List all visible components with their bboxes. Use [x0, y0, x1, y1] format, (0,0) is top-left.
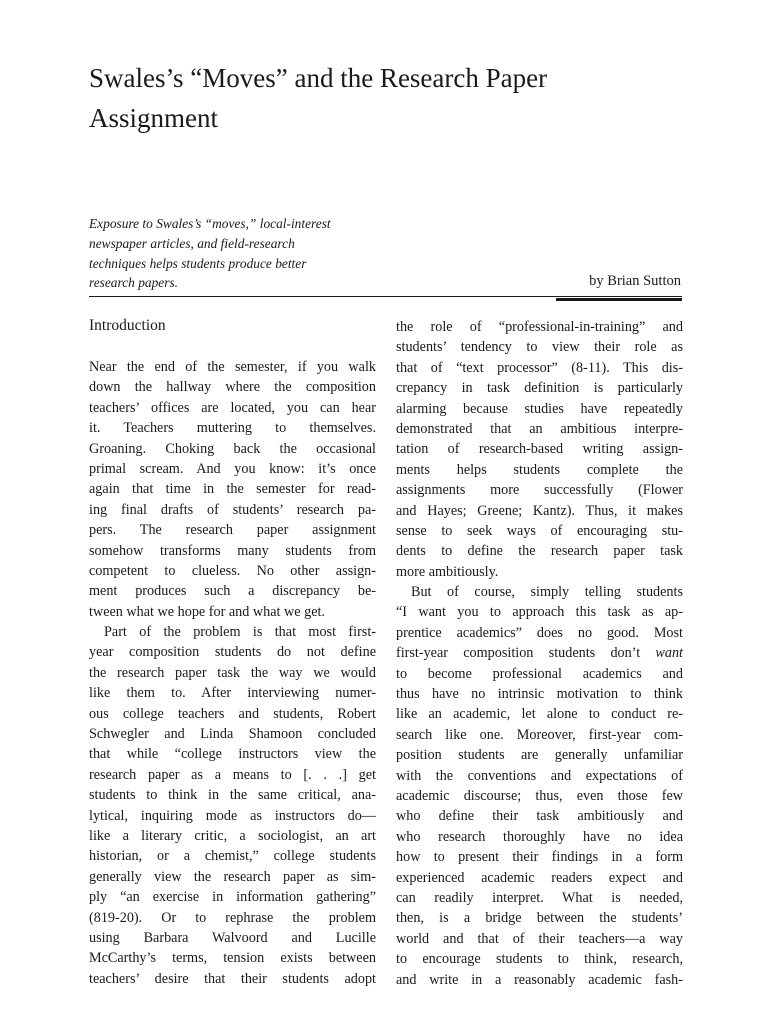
- text-line: lytical, inquiring mode as instructors do—: [89, 807, 376, 824]
- text-line: to become professional academics and: [396, 665, 683, 682]
- article-title: [89, 58, 649, 138]
- text-line: (819-20). Or to rephrase the problem: [89, 909, 376, 926]
- abstract-line: Exposure to Swales’s “moves,” local-interest: [89, 216, 331, 231]
- text-line: students to think in the same critical, ana-: [89, 787, 376, 804]
- text-line: students’ tendency to view their role as: [396, 339, 683, 356]
- text-line: Near the end of the semester, if you walk: [89, 359, 376, 375]
- text-line: alarming because studies have repeatedly: [396, 400, 683, 417]
- text-line: then, is a bridge between the students’: [396, 910, 683, 927]
- text-line: ply “an exercise in information gathering”: [89, 889, 376, 906]
- text-line: research paper as a means to [. . .] get: [89, 766, 376, 783]
- text-line: ments helps students complete the: [396, 461, 683, 478]
- text-line: tation of research-based writing assign-: [396, 441, 683, 458]
- text-line: Schwegler and Linda Shamoon concluded: [89, 726, 376, 743]
- section-heading: Introduction: [89, 317, 166, 334]
- text-line: position students are generally unfamiliar: [396, 747, 683, 764]
- text-line: who define their task ambitiously and: [396, 808, 683, 825]
- text-line: [396, 643, 683, 663]
- text-line: that while “college instructors view the: [89, 746, 376, 763]
- text-line: tween what we hope for and what we get.: [89, 603, 325, 620]
- text-line: can readily interpret. What is needed,: [396, 889, 683, 906]
- text-line: crepancy in task definition is particularly: [396, 380, 683, 397]
- emphasis-word: want: [655, 645, 683, 662]
- text-line: year composition students do not define: [89, 644, 376, 661]
- text-line: ment produces such a discrepancy be-: [89, 583, 376, 600]
- text-line: generally view the research paper as sim-: [89, 868, 376, 885]
- text-line: academic discourse; thus, even those few: [396, 787, 683, 804]
- text-line: that of “text processor” (8-11). This dis-: [396, 359, 683, 376]
- text-line: down the hallway where the composition: [89, 379, 376, 396]
- byline: by Brian Sutton: [589, 273, 681, 289]
- text-line: more ambitiously.: [396, 563, 499, 580]
- header-divider: [89, 296, 682, 297]
- title-line: Assignment: [89, 103, 219, 133]
- text-line: demonstrated that an ambitious interpre-: [396, 420, 683, 437]
- text-line: experienced academic readers expect and: [396, 869, 683, 886]
- text-line: teachers’ desire that their students adopt: [89, 970, 376, 987]
- text-line: McCarthy’s terms, tension exists between: [89, 950, 376, 967]
- text-line: Groaning. Choking back the occasional: [89, 440, 376, 457]
- text-line: thus have no intrinsic motivation to think: [396, 686, 683, 703]
- left-column: [89, 357, 376, 989]
- text-line: world and that of their teachers—a way: [396, 930, 683, 947]
- text-line: prentice academics” does no good. Most: [396, 624, 683, 641]
- text-line: ous college teachers and students, Robert: [89, 705, 376, 722]
- text-line: again that time in the semester for read-: [89, 481, 376, 498]
- text-line: search like one. Moreover, first-year com-: [396, 726, 683, 743]
- text-line: primal scream. And you know: it’s once: [89, 460, 376, 477]
- text-line: dents to define the research paper task: [396, 543, 683, 560]
- text-line: it. Teachers muttering to themselves.: [89, 420, 376, 437]
- text-line: like them to. After interviewing numer-: [89, 685, 376, 702]
- right-column: [396, 317, 683, 990]
- text-line: using Barbara Walvoord and Lucille: [89, 929, 376, 946]
- text-line: historian, or a chemist,” college students: [89, 848, 376, 865]
- byline-accent-rule: [556, 298, 682, 301]
- abstract-line: techniques helps students produce better: [89, 255, 307, 271]
- text-line: to encourage students to think, research,: [396, 951, 683, 968]
- text-line: pers. The research paper assignment: [89, 522, 376, 539]
- text-line: sense to seek ways of encouraging stu-: [396, 522, 683, 539]
- text-line: “I want you to approach this task as ap-: [396, 604, 683, 621]
- text-line: the research paper task the way we would: [89, 664, 376, 681]
- abstract-line: newspaper articles, and field-research: [89, 235, 295, 251]
- text-line: assignments more successfully (Flower: [396, 482, 683, 499]
- text-line: ing final drafts of students’ research pa-: [89, 501, 376, 518]
- text-line: and Hayes; Greene; Kantz). Thus, it makes: [396, 502, 683, 519]
- text-line: who research thoroughly have no idea: [396, 828, 683, 845]
- text-line: But of course, simply telling students: [411, 584, 683, 601]
- text-line: like a literary critic, a sociologist, an art: [89, 827, 376, 844]
- text-line: like an academic, let alone to conduct re-: [396, 706, 683, 723]
- text-line: and write in a reasonably academic fash-: [396, 971, 683, 988]
- text-line: competent to clueless. No other assign-: [89, 562, 376, 579]
- text-line: the role of “professional-in-training” and: [396, 319, 683, 335]
- abstract: [89, 214, 369, 293]
- text-line: with the conventions and expectations of: [396, 767, 683, 784]
- text-line: how to present their findings in a form: [396, 849, 683, 866]
- text-line: Part of the problem is that most first-: [104, 624, 376, 641]
- text-line: somehow transforms many students from: [89, 542, 376, 559]
- text-line: teachers’ offices are located, you can hear: [89, 399, 376, 416]
- text-fragment: first-year composition students don’t: [396, 645, 641, 662]
- abstract-line: research papers.: [89, 275, 179, 291]
- title-line: Swales’s “Moves” and the Research Paper: [89, 63, 548, 93]
